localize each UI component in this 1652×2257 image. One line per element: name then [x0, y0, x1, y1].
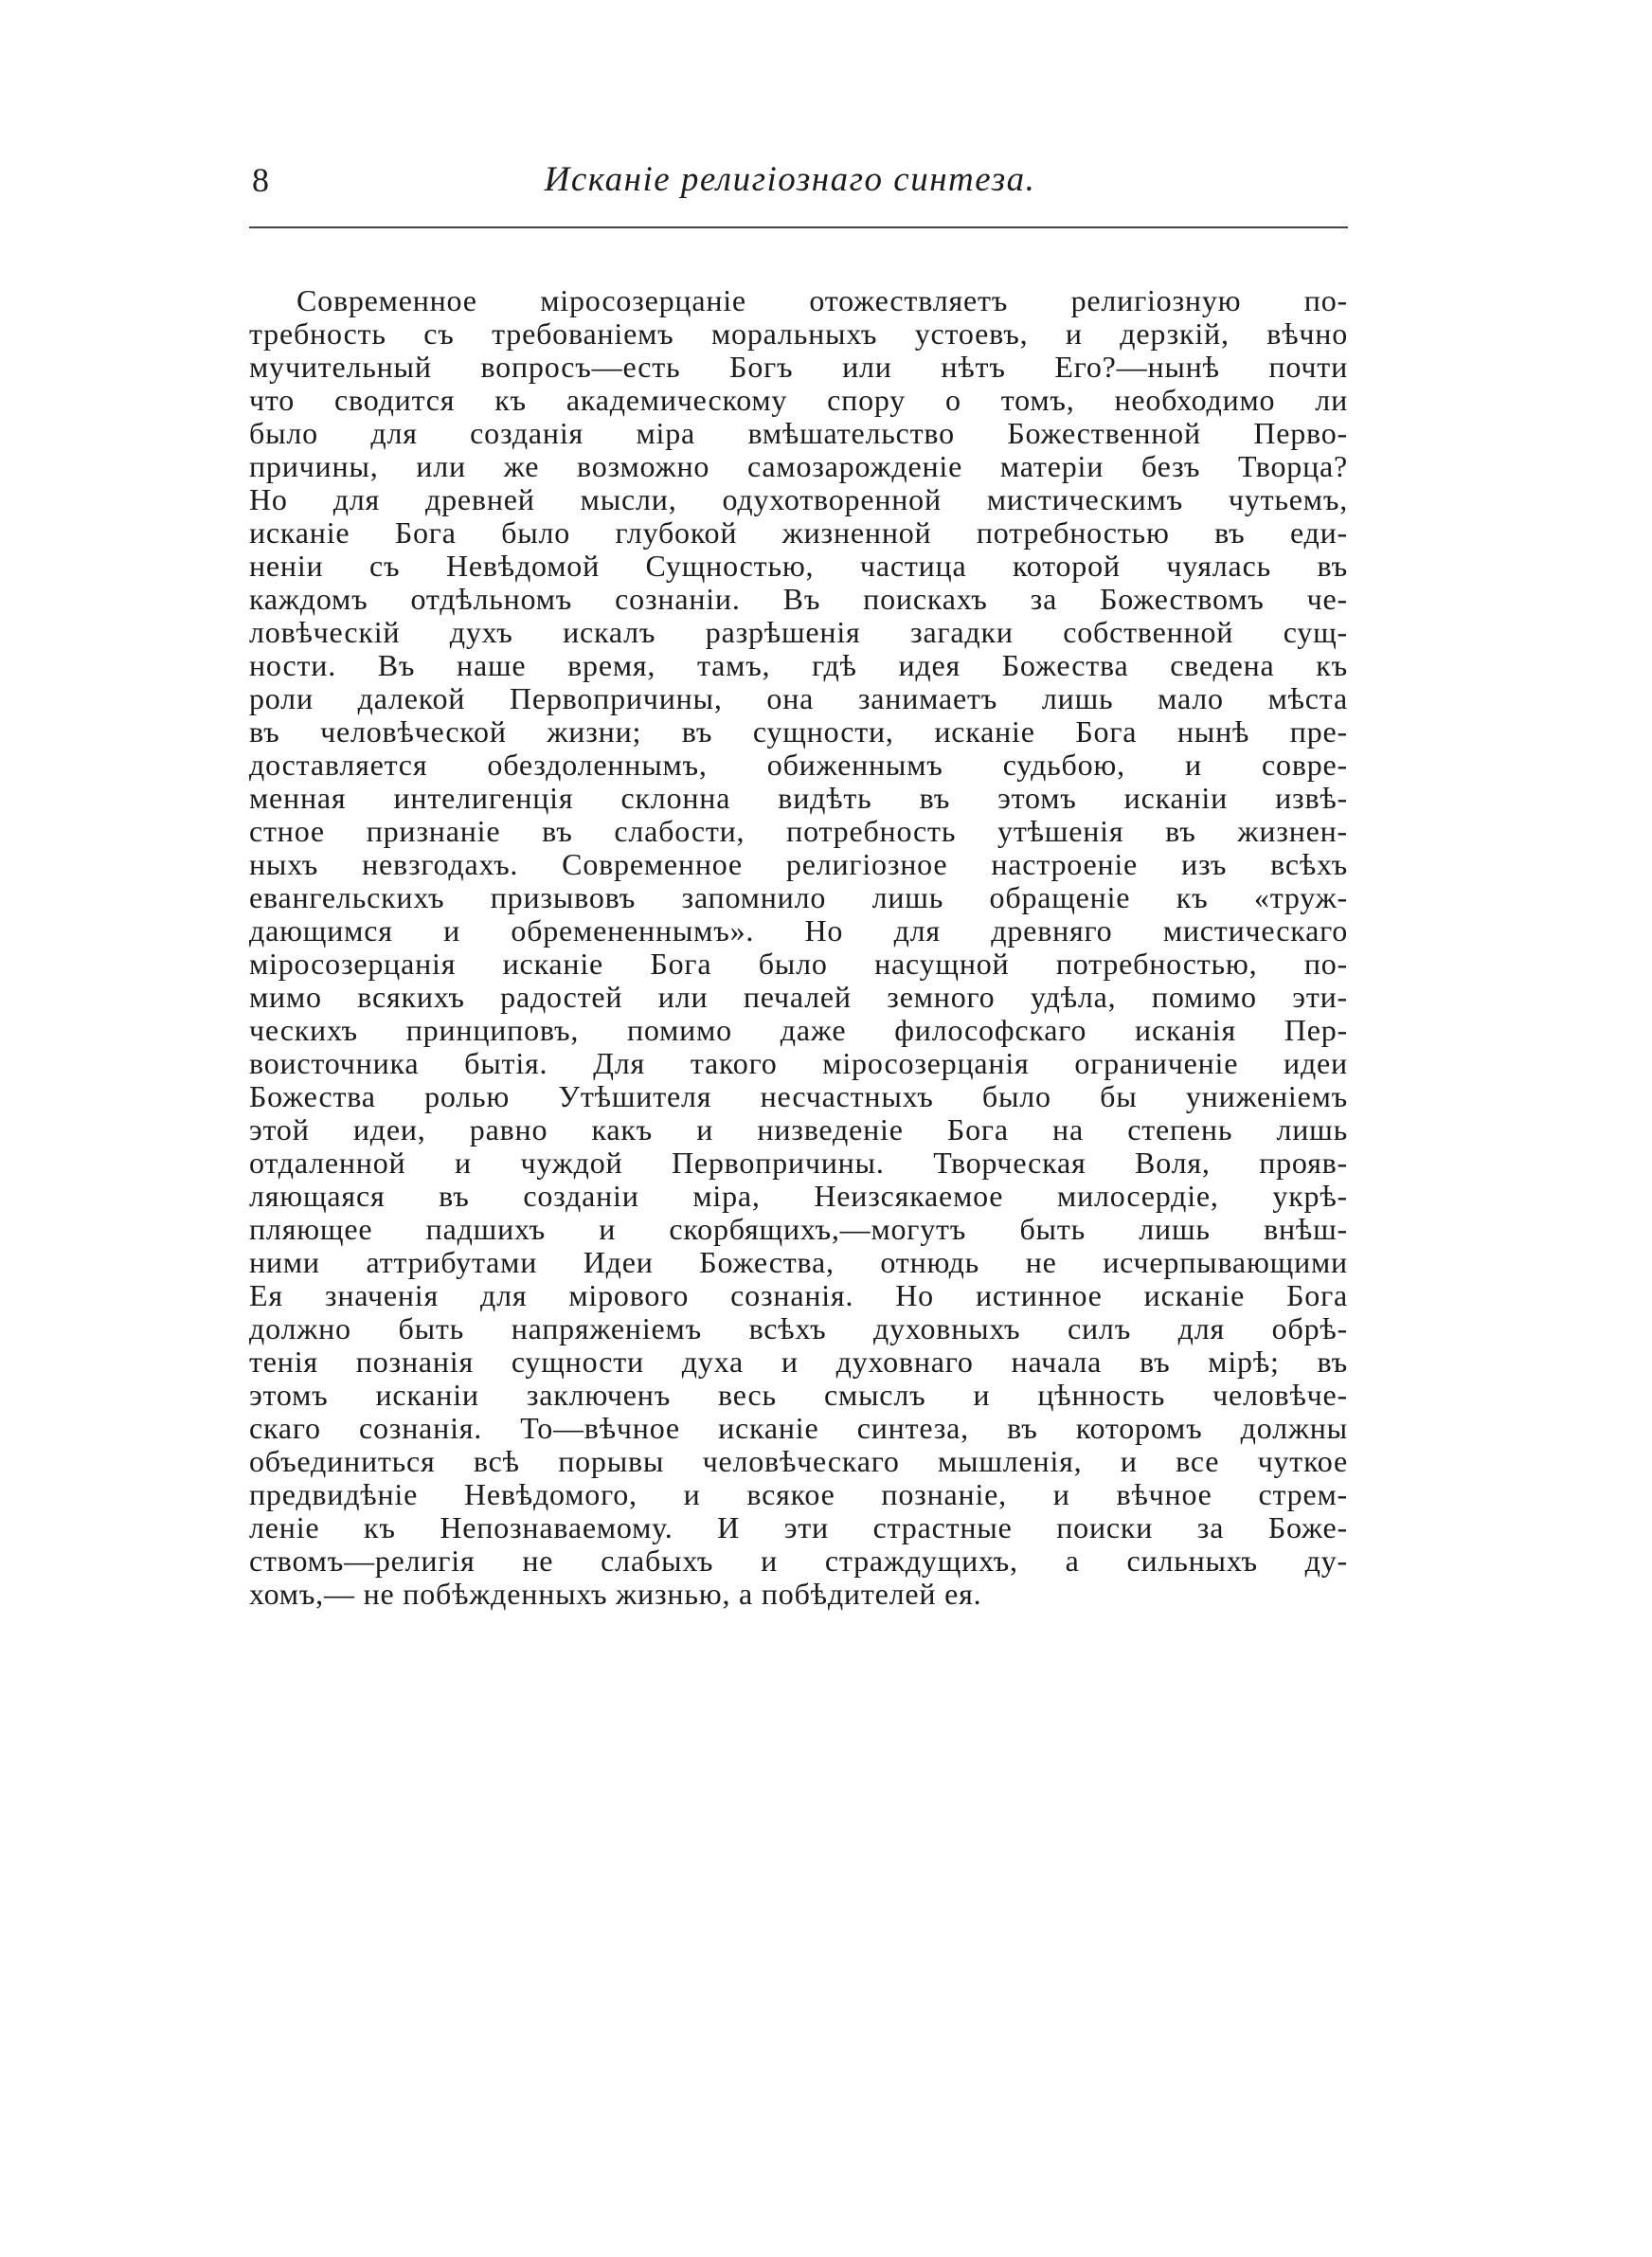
text-line: стное признаніе въ слабости, потребность утѣшенія въ жизнен-: [249, 815, 1348, 848]
text-line: было для созданія міра вмѣшательство Божественной Перво-: [249, 417, 1348, 450]
text-line: объединиться всѣ порывы человѣческаго мышленія, и все чуткое: [249, 1445, 1348, 1478]
text-line: евангельскихъ призывовъ запомнило лишь обращеніе къ «труж-: [249, 881, 1348, 914]
text-line: этой идеи, равно какъ и низведеніе Бога на степень лишь: [249, 1113, 1348, 1147]
text-line: неніи съ Невѣдомой Сущностью, частица которой чуялась въ: [249, 550, 1348, 583]
text-line: ними аттрибутами Идеи Божества, отнюдь не исчерпывающими: [249, 1246, 1348, 1279]
text-line: дающимся и обремененнымъ». Но для древняго мистическаго: [249, 914, 1348, 948]
text-line: мучительный вопросъ—есть Богъ или нѣтъ Его?—нынѣ почти: [249, 351, 1348, 384]
text-line: Ея значенія для мірового сознанія. Но истинное исканіе Бога: [249, 1279, 1348, 1312]
text-line: ловѣческій духъ искалъ разрѣшенія загадки собственной сущ-: [249, 616, 1348, 649]
text-line: Современное міросозерцаніе отожествляетъ религіозную по-: [296, 284, 1348, 317]
text-line: ныхъ невзгодахъ. Современное религіозное настроеніе изъ всѣхъ: [249, 848, 1348, 881]
text-line: пляющее падшихъ и скорбящихъ,—могутъ быть лишь внѣш-: [249, 1213, 1348, 1246]
text-line: отдаленной и чуждой Первопричины. Творческая Воля, прояв-: [249, 1147, 1348, 1180]
running-title: Исканіе религіознаго синтеза.: [544, 160, 1036, 199]
text-line: хомъ,— не побѣжденныхъ жизнью, а побѣдителей ея.: [249, 1578, 982, 1611]
text-line: леніе къ Непознаваемому. И эти страстные поиски за Боже-: [249, 1511, 1348, 1544]
text-line: этомъ исканіи заключенъ весь смыслъ и цѣнность человѣче-: [249, 1379, 1348, 1412]
text-line: міросозерцанія исканіе Бога было насущной потребностью, по-: [249, 948, 1348, 981]
text-line: ствомъ—религія не слабыхъ и страждущихъ, а сильныхъ ду-: [249, 1544, 1348, 1578]
text-line: ческихъ принциповъ, помимо даже философскаго исканія Пер-: [249, 1014, 1348, 1047]
text-line: требность съ требованіемъ моральныхъ устоевъ, и дерзкій, вѣчно: [249, 317, 1348, 351]
text-line: должно быть напряженіемъ всѣхъ духовныхъ силъ для обрѣ-: [249, 1312, 1348, 1345]
text-line: скаго сознанія. То—вѣчное исканіе синтеза, въ которомъ должны: [249, 1412, 1348, 1445]
text-line: предвидѣніе Невѣдомого, и всякое познаніе, и вѣчное стрем-: [249, 1478, 1348, 1511]
text-line: тенія познанія сущности духа и духовнаго начала въ мірѣ; въ: [249, 1345, 1348, 1379]
text-line: въ человѣческой жизни; въ сущности, исканіе Бога нынѣ пре-: [249, 715, 1348, 749]
text-line: ляющаяся въ созданіи міра, Неизсякаемое милосердіе, укрѣ-: [249, 1180, 1348, 1213]
text-line: каждомъ отдѣльномъ сознаніи. Въ поискахъ за Божествомъ че-: [249, 583, 1348, 616]
text-line: менная интелигенція склонна видѣть въ этомъ исканіи извѣ-: [249, 782, 1348, 815]
text-line: Но для древней мысли, одухотворенной мистическимъ чутьемъ,: [249, 483, 1348, 516]
body-paragraph: [249, 284, 1348, 1611]
text-line: доставляется обездоленнымъ, обиженнымъ судьбою, и совре-: [249, 749, 1348, 782]
text-line: ности. Въ наше время, тамъ, гдѣ идея Божества сведена къ: [249, 649, 1348, 682]
text-line: мимо всякихъ радостей или печалей земного удѣла, помимо эти-: [249, 981, 1348, 1014]
text-line: Божества ролью Утѣшителя несчастныхъ было бы униженіемъ: [249, 1080, 1348, 1113]
text-line: причины, или же возможно самозарожденіе матеріи безъ Творца?: [249, 450, 1348, 483]
text-line: исканіе Бога было глубокой жизненной потребностью въ еди-: [249, 516, 1348, 550]
header-rule: [249, 226, 1348, 228]
text-line: что сводится къ академическому спору о томъ, необходимо ли: [249, 384, 1348, 417]
text-line: роли далекой Первопричины, она занимаетъ лишь мало мѣста: [249, 682, 1348, 715]
text-line: воисточника бытія. Для такого міросозерцанія ограниченіе идеи: [249, 1047, 1348, 1080]
page-number: 8: [252, 161, 269, 199]
